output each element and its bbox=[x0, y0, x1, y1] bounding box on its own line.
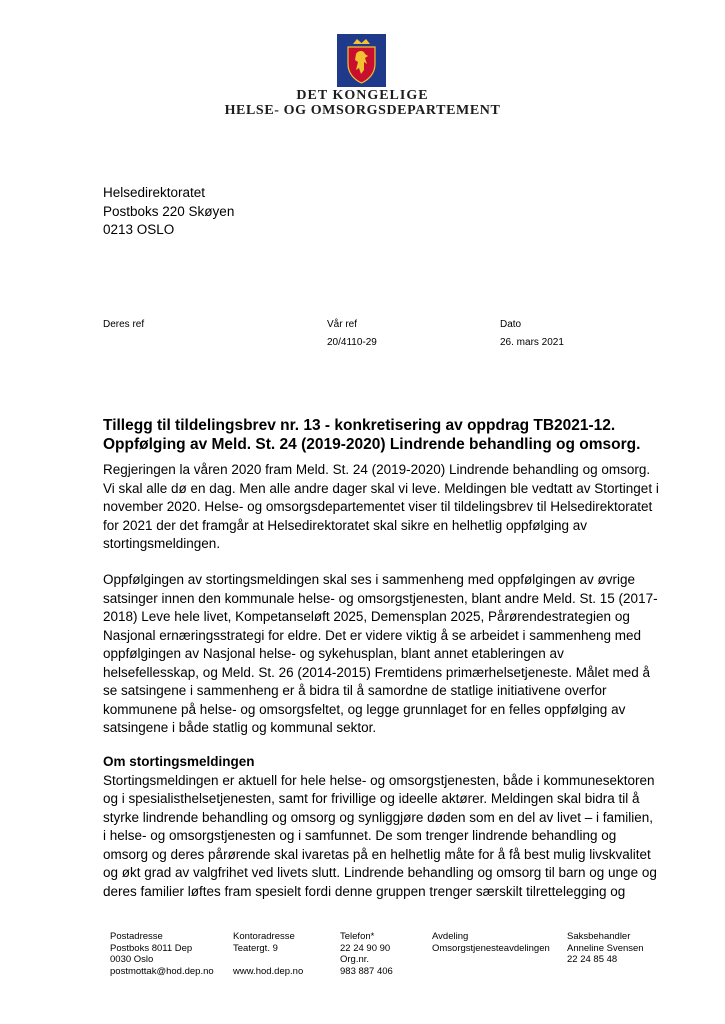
footer-value bbox=[233, 954, 303, 966]
ministry-name-line1: DET KONGELIGE bbox=[296, 88, 429, 103]
var-ref-value: 20/4110-29 bbox=[327, 337, 377, 348]
footer-kontoradresse bbox=[233, 931, 303, 977]
text-line: deres familier løftes fram spesielt fordi denne gruppen trenger særskilt tilrettelegging og bbox=[103, 883, 626, 899]
footer-value: Anneline Svensen bbox=[567, 942, 644, 954]
text-line: Vi skal alle dø en dag. Men alle andre dager skal vi leve. Meldingen ble vedtatt av Stortinget i bbox=[103, 480, 659, 496]
text-line: Stortingsmeldingen er aktuell for hele helse- og omsorgstjenesten, både i kommunesektoren bbox=[103, 772, 655, 788]
coat-of-arms-logo bbox=[337, 34, 386, 87]
footer-email: postmottak@hod.dep.no bbox=[110, 965, 214, 977]
section-heading: Om stortingsmeldingen bbox=[103, 754, 255, 769]
paragraph-2 bbox=[103, 571, 658, 738]
footer-postadresse bbox=[110, 931, 214, 977]
footer-label: Saksbehandler bbox=[567, 931, 631, 942]
deres-ref-label: Deres ref bbox=[103, 319, 145, 330]
footer-value: 22 24 85 48 bbox=[567, 954, 618, 965]
footer-label: Avdeling bbox=[432, 931, 469, 942]
text-line: 2018) Leve hele livet, Kompetanseløft 2025, Demensplan 2025, Pårørendestrategien og bbox=[103, 609, 630, 624]
footer-value: 983 887 406 bbox=[340, 965, 393, 977]
footer-value: 22 24 90 90 bbox=[340, 942, 391, 954]
footer-website: www.hod.dep.no bbox=[233, 965, 304, 977]
section-om-stortingsmeldingen bbox=[103, 753, 657, 901]
recipient-name: Helsedirektoratet bbox=[103, 185, 206, 200]
text-line: styrke lindrende behandling og omsorg og synliggjøre døden som en del av livet – i familien, bbox=[103, 809, 654, 825]
footer-label: Org.nr. bbox=[340, 954, 370, 965]
text-line: november 2020. Helse- og omsorgsdepartementet viser til tildelingsbrev til Helsedirektoratet bbox=[103, 499, 653, 514]
footer-label: Postadresse bbox=[110, 931, 163, 942]
text-line: og i spesialisthelsetjenesten, samt for frivillige og ideelle aktører. Meldingen skal bidra til å bbox=[103, 791, 640, 806]
text-line: stortingsmeldingen. bbox=[103, 536, 221, 551]
footer-value: Omsorgstjenesteavdelingen bbox=[432, 942, 550, 954]
footer-avdeling bbox=[432, 931, 550, 954]
text-line: se satsingene i sammenheng er å bidra til å samordne de statlige initiativene overfor bbox=[103, 683, 607, 698]
title-line: Tillegg til tildelingsbrev nr. 13 - konkretisering av oppdrag TB2021-12. bbox=[103, 417, 616, 434]
title-line: Oppfølging av Meld. St. 24 (2019-2020) Lindrende behandling og omsorg. bbox=[103, 436, 641, 453]
footer-value: 0030 Oslo bbox=[110, 954, 154, 965]
text-line: kommunene på helse- og omsorgsfeltet, og legge grunnlaget for en felles oppfølging av bbox=[103, 701, 626, 717]
footer-label: Kontoradresse bbox=[233, 931, 295, 942]
footer-telefon bbox=[340, 931, 393, 977]
date-label: Dato bbox=[500, 319, 522, 330]
footer-saksbehandler bbox=[567, 931, 644, 966]
ministry-name-line2: HELSE- OG OMSORGSDEPARTEMENT bbox=[224, 103, 501, 118]
text-line: Nasjonal ernæringsstrategi for eldre. Det er videre viktig å se arbeidet i sammenheng med bbox=[103, 627, 642, 643]
footer-label: Telefon* bbox=[340, 931, 375, 942]
text-line: Oppfølgingen av stortingsmeldingen skal ses i sammenheng med oppfølgingen av øvrige bbox=[103, 572, 636, 587]
date-value: 26. mars 2021 bbox=[500, 337, 564, 348]
recipient-street: Postboks 220 Skøyen bbox=[103, 203, 235, 219]
recipient-address bbox=[103, 184, 234, 240]
footer-value: Teatergt. 9 bbox=[233, 942, 278, 954]
text-line: oppfølgingen av Nasjonal helse- og sykehusplan, blant annet etableringen av bbox=[103, 646, 564, 661]
text-line: satsingene i både statlig og kommunal sektor. bbox=[103, 720, 377, 735]
var-ref-label: Vår ref bbox=[327, 319, 358, 330]
text-line: helsefellesskap, og Meld. St. 26 (2014-2015) Fremtidens primærhelsetjeneste. Målet med å bbox=[103, 664, 651, 680]
footer-value: Postboks 8011 Dep bbox=[110, 942, 193, 954]
text-line: Regjeringen la våren 2020 fram Meld. St. 24 (2019-2020) Lindrende behandling og omsorg. bbox=[103, 462, 651, 477]
text-line: for 2021 der det framgår at Helsedirektoratet skal sikre en helhetlig oppfølging av bbox=[103, 517, 588, 533]
text-line: og økt grad av valgfrihet ved livets slutt. Lindrende behandling og omsorg til barn og unge og bbox=[103, 865, 657, 880]
text-line: i helse- og omsorgstjenesten og i samfunnet. De som trenger lindrende behandling og bbox=[103, 828, 617, 843]
text-line: omsorg og deres pårørende skal ivaretas på en helhetlig måte for å få best mulig livskvalitet bbox=[103, 846, 651, 862]
recipient-city: 0213 OSLO bbox=[103, 222, 175, 237]
text-line: satsinger innen den kommunale helse- og omsorgstjenesten, blant andre Meld. St. 15 (2017- bbox=[103, 590, 658, 606]
letter-title bbox=[103, 416, 663, 454]
paragraph-1 bbox=[103, 461, 659, 554]
